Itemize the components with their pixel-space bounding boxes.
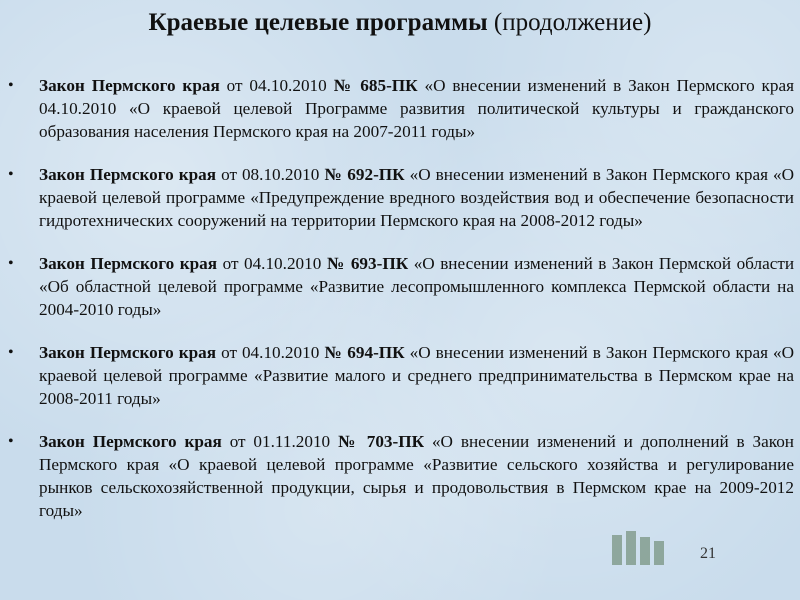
bullet-icon: •: [8, 433, 14, 450]
law-name: Закон Пермского края: [39, 432, 222, 451]
item-text: [39, 341, 794, 410]
list-item: [0, 74, 800, 143]
law-description: «О внесении изменений в Закон Пермского края «О краевой целевой программе «Предупреждение вредного воздействия вод и обеспечение безопасности гидротехнических сооружений на территории Пермского края на 2008-2012 годы»: [39, 165, 794, 230]
title-normal: (продолжение): [493, 9, 652, 36]
law-number: № 685-ПК: [333, 76, 418, 95]
law-date: от 04.10.2010: [222, 254, 322, 273]
law-number: № 692-ПК: [324, 165, 405, 184]
law-description: «О внесении изменений в Закон Пермской области «Об областной целевой программе «Развитие лесопромышленного комплекса Пермской области на 2004-2010 годы»: [39, 254, 795, 319]
law-name: Закон Пермского края: [39, 165, 217, 184]
law-name: Закон Пермского края: [39, 254, 218, 273]
bullet-icon: •: [8, 255, 14, 272]
bullet-icon: •: [8, 77, 14, 94]
law-description: «О внесении изменений и дополнений в Закон Пермского края «О краевой целевой программе «Развитие сельского хозяйства и регулирование рынков сельскохозяйственной продукции, сырья и продовольствия в Пермском крае на 2009-2012 годы»: [39, 432, 794, 520]
law-date: от 08.10.2010: [221, 165, 320, 184]
law-date: от 01.11.2010: [229, 432, 331, 451]
item-text: [39, 430, 794, 522]
law-number: № 694-ПК: [324, 343, 405, 362]
list-item: [0, 341, 800, 410]
page-title: [0, 8, 800, 38]
list-item: [0, 252, 800, 321]
item-text: [39, 74, 794, 143]
law-name: Закон Пермского края: [39, 343, 217, 362]
bullet-icon: •: [8, 166, 14, 183]
watermark-logo-icon: [610, 527, 666, 567]
item-text: [39, 163, 794, 232]
title-bold: Краевые целевые программы: [148, 9, 488, 36]
list-item: [0, 430, 800, 522]
page-number: 21: [700, 545, 716, 562]
law-description: «О внесении изменений в Закон Пермского края 04.10.2010 «О краевой целевой Программе развития политической культуры и гражданского образования населения Пермского края на 2007-2011 годы»: [39, 76, 795, 141]
law-date: от 04.10.2010: [221, 343, 320, 362]
list-item: [0, 163, 800, 232]
law-description: «О внесении изменений в Закон Пермского края «О краевой целевой программе «Развитие малого и среднего предпринимательства в Пермском крае на 2008-2011 годы»: [39, 343, 794, 408]
item-text: [39, 252, 794, 321]
law-list: [0, 74, 800, 542]
law-number: № 703-ПК: [338, 432, 425, 451]
bullet-icon: •: [8, 344, 14, 361]
law-name: Закон Пермского края: [39, 76, 220, 95]
law-date: от 04.10.2010: [226, 76, 327, 95]
law-number: № 693-ПК: [326, 254, 409, 273]
